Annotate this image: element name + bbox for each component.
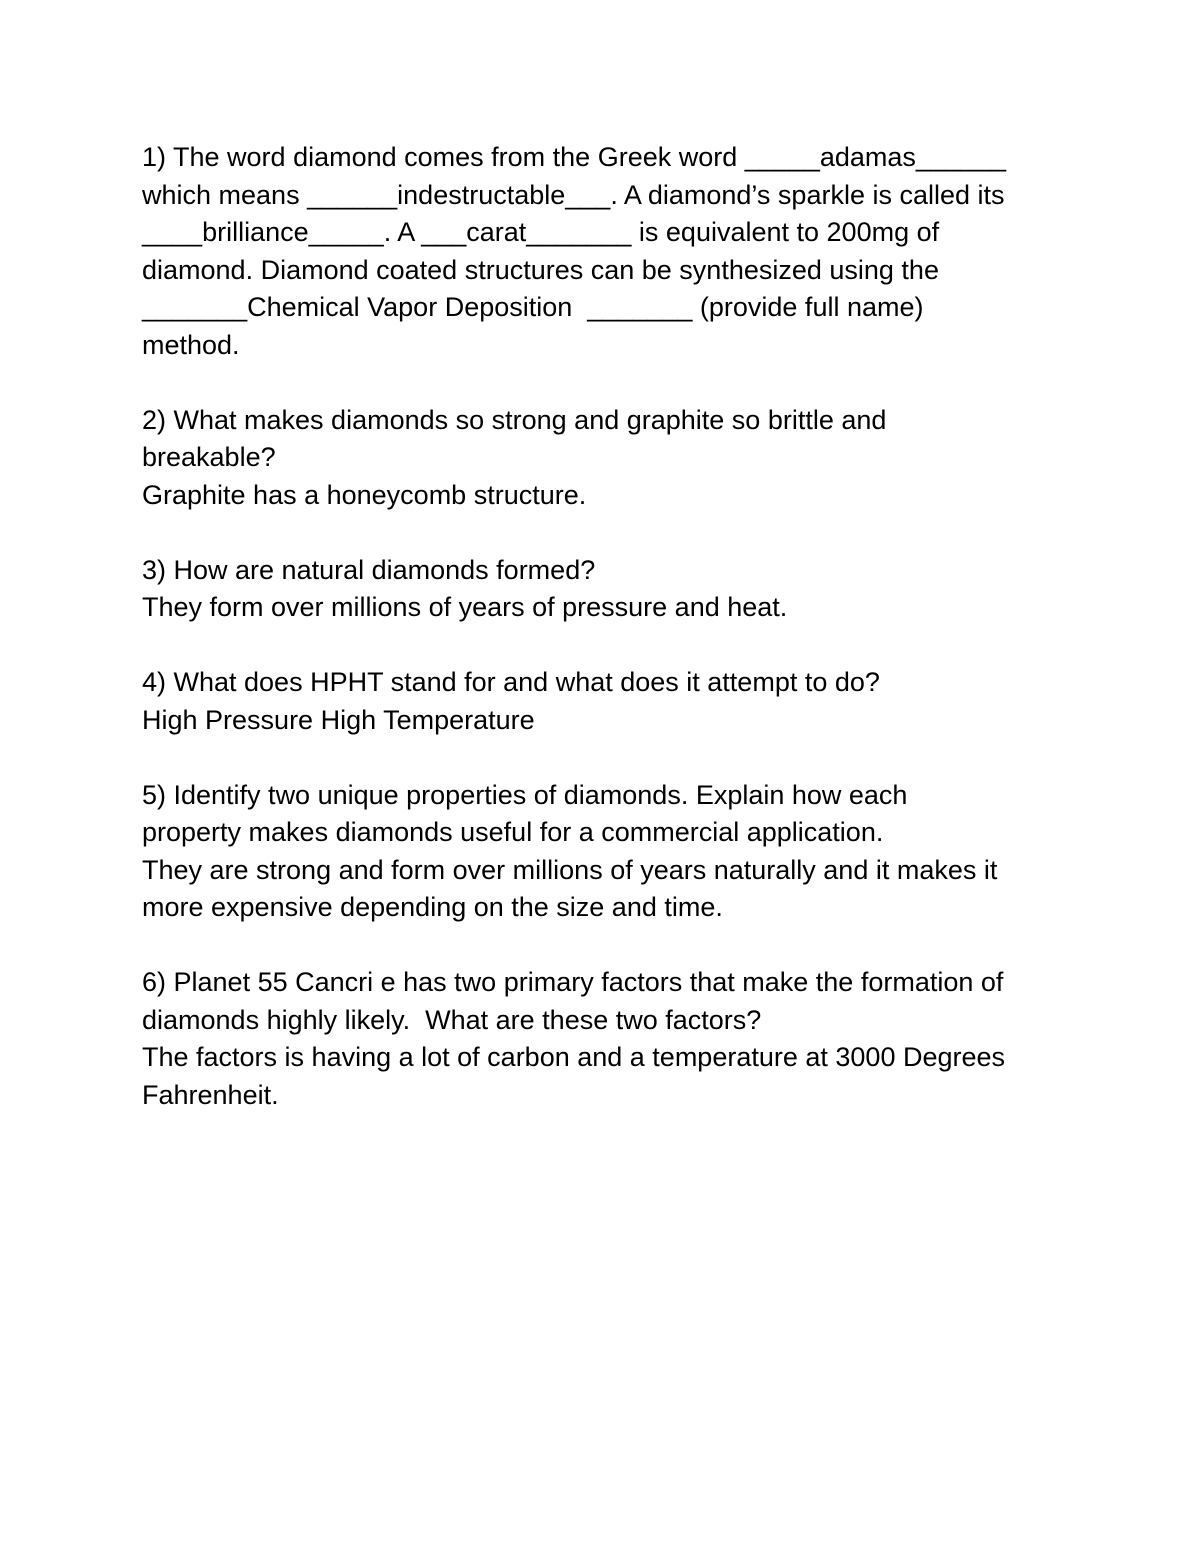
question-2-block bbox=[142, 402, 1072, 515]
question-6-prompt: 6) Planet 55 Cancri e has two primary factors that make the formation of bbox=[142, 967, 1004, 997]
question-5-answer: more expensive depending on the size and time. bbox=[142, 892, 723, 922]
question-5-block bbox=[142, 777, 1072, 927]
question-3-block bbox=[142, 552, 1072, 627]
question-4-block bbox=[142, 664, 1072, 739]
paragraph-gap bbox=[142, 739, 1072, 777]
question-1-line: _______Chemical Vapor Deposition _______ (provide full name) bbox=[142, 292, 924, 322]
paragraph-gap bbox=[142, 364, 1072, 402]
question-3-answer: They form over millions of years of pressure and heat. bbox=[142, 592, 788, 622]
question-1-line: which means ______indestructable___. A diamond’s sparkle is called its bbox=[142, 179, 1005, 210]
paragraph-gap bbox=[142, 514, 1072, 552]
question-5-prompt: property makes diamonds useful for a commercial application. bbox=[142, 817, 884, 847]
question-1-line: method. bbox=[142, 329, 240, 360]
question-1-line: 1) The word diamond comes from the Greek word _____adamas______ bbox=[142, 142, 1006, 172]
question-4-prompt: 4) What does HPHT stand for and what does it attempt to do? bbox=[142, 667, 880, 697]
question-2-answer: Graphite has a honeycomb structure. bbox=[142, 479, 587, 510]
question-5-prompt: 5) Identify two unique properties of diamonds. Explain how each bbox=[142, 779, 908, 810]
question-2-prompt: 2) What makes diamonds so strong and graphite so brittle and bbox=[142, 404, 887, 435]
question-2-prompt: breakable? bbox=[142, 442, 276, 472]
question-6-prompt: diamonds highly likely. What are these two factors? bbox=[142, 1004, 762, 1035]
paragraph-gap bbox=[142, 927, 1072, 965]
question-3-prompt: 3) How are natural diamonds formed? bbox=[142, 554, 596, 585]
paragraph-gap bbox=[142, 627, 1072, 665]
question-6-answer: The factors is having a lot of carbon and a temperature at 3000 Degrees bbox=[142, 1042, 1006, 1072]
question-5-answer: They are strong and form over millions of years naturally and it makes it bbox=[142, 854, 998, 885]
question-1-block bbox=[142, 139, 1072, 364]
question-6-answer: Fahrenheit. bbox=[142, 1079, 279, 1110]
question-1-line: ____brilliance_____. A ___carat_______ is equivalent to 200mg of bbox=[142, 217, 940, 247]
document-body bbox=[142, 139, 1072, 1114]
question-4-answer: High Pressure High Temperature bbox=[142, 704, 535, 735]
question-1-line: diamond. Diamond coated structures can be synthesized using the bbox=[142, 254, 939, 285]
question-6-block bbox=[142, 964, 1072, 1114]
